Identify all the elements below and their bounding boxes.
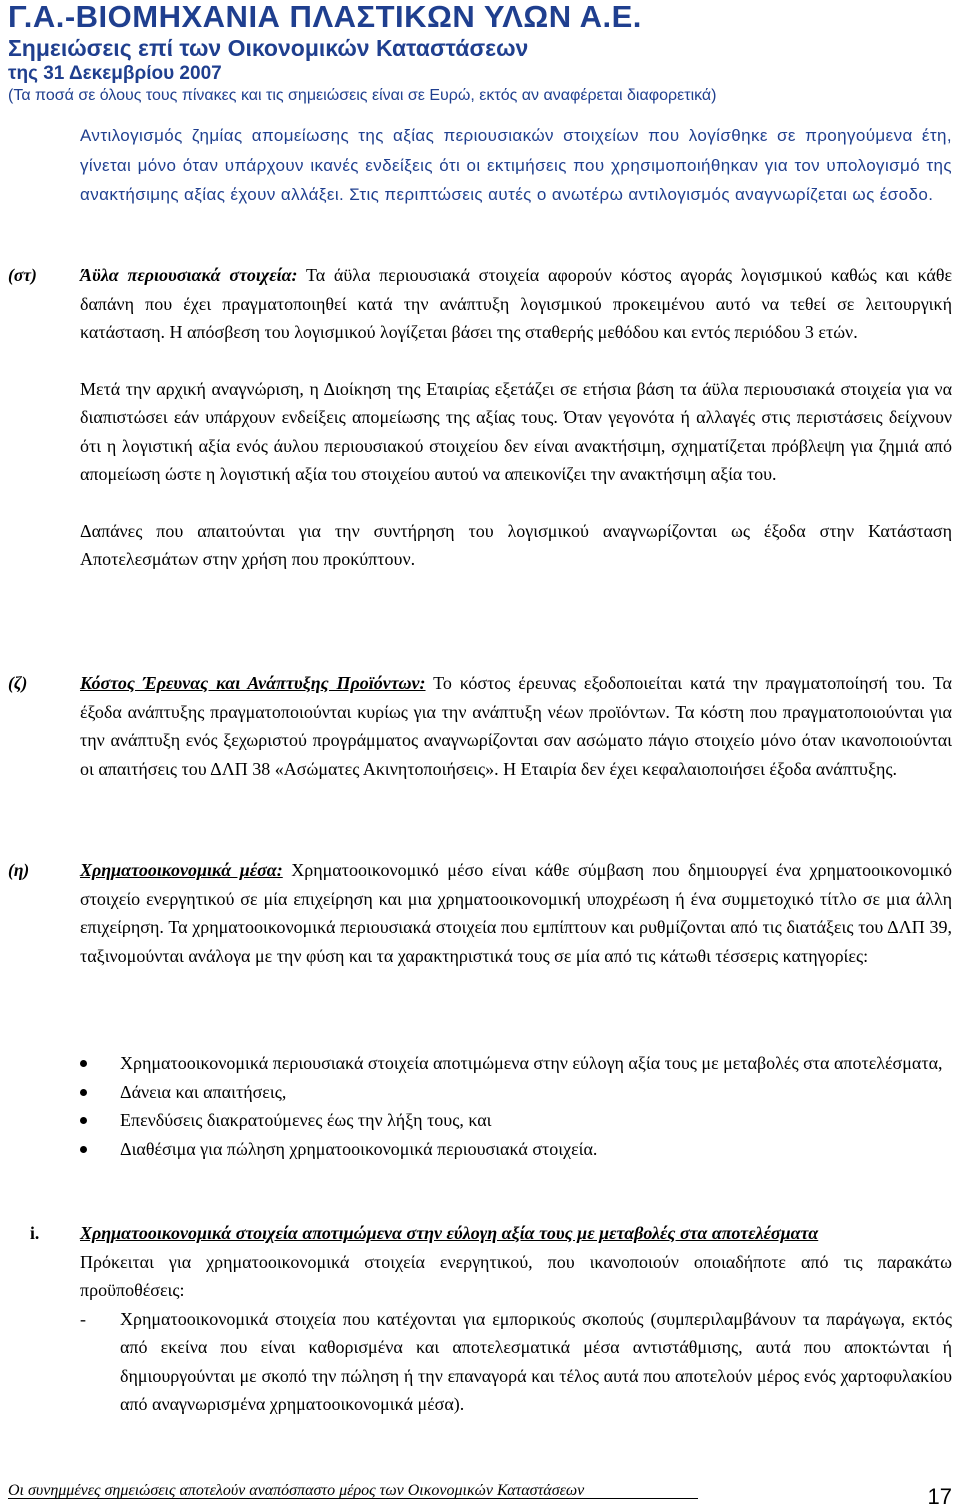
section-label: (η) <box>8 860 30 880</box>
dash-marker: - <box>80 1308 86 1329</box>
list-item-text: Επενδύσεις διακρατούμενες έως την λήξη τους, και <box>120 1110 492 1130</box>
list-item-text: Διαθέσιμα για πώληση χρηματοοικονομικά περιουσιακά στοιχεία. <box>120 1138 598 1159</box>
paragraph <box>80 669 952 783</box>
statement-date: της 31 Δεκεμβρίου 2007 <box>8 63 222 84</box>
term-heading: Χρηματοοικονομικά μέσα: <box>80 860 283 880</box>
subsection-label: i. <box>30 1223 40 1243</box>
list-item <box>80 1135 952 1164</box>
bullet-icon <box>80 1117 87 1124</box>
section-label: (ζ) <box>8 673 28 693</box>
bullet-icon <box>80 1146 87 1153</box>
bullet-icon <box>80 1060 87 1067</box>
paragraph <box>80 856 952 970</box>
list-item <box>80 1049 952 1078</box>
subsection-title: Χρηματοοικονομικά στοιχεία αποτιμώμενα στην εύλογη αξία τους με μεταβολές στα αποτελέσματα <box>80 1223 819 1243</box>
paragraph: Δαπάνες που απαιτούνται για την συντήρηση του λογισμικού αναγνωρίζονται ως έξοδα στην Κατάσταση Αποτελεσμάτων στην χρήση που προκύπτουν. <box>80 520 952 569</box>
list-item <box>80 1078 952 1107</box>
intro-paragraph: Αντιλογισμός ζημίας απομείωσης της αξίας περιουσιακών στοιχείων που λογίσθηκε σε προηγούμενα έτη, γίνεται μόνο όταν υπάρχουν ικανές ενδείξεις ότι οι εκτιμήσεις που χρησιμοποιήθηκαν για τον υπολογισμό της ανακτήσιμης αξίας έχουν αλλάξει. Στις περιπτώσεις αυτές ο ανωτέρω αντιλογισμός αναγνωρίζεται ως έσοδο. <box>80 126 952 204</box>
paragraph-text: Χρηματοοικονομικό μέσο είναι κάθε σύμβαση που δημιουργεί ένα χρηματοοικονομικό στοιχείο ενεργητικού σε μία επιχείρηση και μια χρηματοοικονομική υποχρέωση ή ένα συμμετοχικό τίτλο σε μια άλλη επιχείρηση. Τα χρηματοοικονομικά περιουσιακά στοιχεία που εμπίπτουν και ρυθμίζονται από τις διατάξεις του ΔΛΠ 39, ταξινομούνται ανάλογα με την φύση και τα χαρακτηριστικά τους σε μία από τις κάτωθι τέσσερις κατηγορίες: <box>80 860 952 966</box>
subsection-body <box>80 1219 952 1419</box>
term-heading: Κόστος Έρευνας και Ανάπτυξης Προϊόντων: <box>80 673 426 693</box>
page-header <box>8 0 958 106</box>
list-item-text: Δάνεια και απαιτήσεις, <box>120 1081 287 1102</box>
category-list <box>80 1049 952 1163</box>
page-footer <box>8 1478 952 1512</box>
list-item-text: Χρηματοοικονομικά περιουσιακά στοιχεία αποτιμώμενα στην εύλογη αξία τους με μεταβολές στα αποτελέσματα, <box>120 1053 943 1073</box>
list-item <box>80 1305 952 1419</box>
paragraph: Μετά την αρχική αναγνώριση, η Διοίκηση της Εταιρίας εξετάζει σε ετήσια βάση τα άϋλα περιουσιακά στοιχεία για να διαπιστώσει εάν υπάρχουν ενδείξεις απομείωσης της αξίας τους. Όταν γεγονότα ή αλλαγές στις περιστάσεις δείχνουν ότι η λογιστική αξία ενός άυλου περιουσιακού στοιχείου δεν είναι ανακτήσιμη, σχηματίζεται πρόβλεψη για ζημιά από απομείωση ώστε η λογιστική αξία του στοιχείου αυτού να απεικονίζει την ανακτήσιμη αξία του. <box>80 378 952 484</box>
list-item <box>80 1106 952 1135</box>
paragraph: Πρόκειται για χρηματοοικονομικά στοιχεία ενεργητικού, που ικανοποιούν οποιαδήποτε από τις παρακάτω προϋποθέσεις: <box>80 1251 952 1300</box>
section-body <box>80 856 952 970</box>
section-label: (στ) <box>8 265 37 285</box>
bullet-icon <box>80 1089 87 1096</box>
document-subtitle: Σημειώσεις επί των Οικονομικών Καταστάσεων <box>8 35 529 61</box>
currency-note: (Τα ποσά σε όλους τους πίνακες και τις σημειώσεις είναι σε Ευρώ, εκτός αν αναφέρεται διαφορετικά) <box>8 87 717 104</box>
section-body <box>80 261 952 574</box>
page-number: 17 <box>927 1484 952 1509</box>
list-item-text: Χρηματοοικονομικά στοιχεία που κατέχονται για εμπορικούς σκοπούς (συμπεριλαμβάνουν τα παράγωγα, εκτός από εκείνα που είναι καθορισμένα και αποτελεσματικά μέσα αντιστάθμισης, αυτά που αποκτώνται ή δημιουργούνται με σκοπό την πώληση ή την επαναγορά και τέλος αυτά που αποτελούν μέρος ενός χαρτοφυλακίου από αναγνωρισμένα χρηματοοικονομικά μέσα). <box>120 1308 952 1414</box>
company-name: Γ.Α.-ΒΙΟΜΗΧΑΝΙΑ ΠΛΑΣΤΙΚΩΝ ΥΛΩΝ Α.Ε. <box>8 0 642 34</box>
paragraph-text: Το κόστος έρευνας εξοδοποιείται κατά την πραγματοποίησή του. Τα έξοδα ανάπτυξης πραγματοποιούνται κυρίως για την ανάπτυξη νέων προϊόντων. Τα κόστη που πραγματοποιούνται για την ανάπτυξη ενός ξεχωριστού προγράμματος αναγνωρίζονται σαν ασώματο πάγιο στοιχείο μόνο όταν ικανοποιούνται οι απαιτήσεις του ΔΛΠ 38 «Ασώματες Ακινητοποιήσεις». Η Εταιρία δεν έχει κεφαλαιοποιήσει έξοδα ανάπτυξης. <box>80 673 952 779</box>
section-body <box>80 669 952 783</box>
footer-note: Οι συνημμένες σημειώσεις αποτελούν αναπόσπαστο μέρος των Οικονομικών Καταστάσεων <box>8 1482 585 1499</box>
term-heading: Άϋλα περιουσιακά στοιχεία: <box>80 265 298 285</box>
footer-rule <box>8 1498 698 1499</box>
paragraph-text: Τα άϋλα περιουσιακά στοιχεία αφορούν κόστος αγοράς λογισμικού καθώς και κάθε δαπάνη που έχει πραγματοποιηθεί κατά την ανάπτυξη λογισμικού προκειμένου αυτό να τεθεί σε λειτουργική κατάσταση. Η απόσβεση του λογισμικού λογίζεται βάσει της σταθερής μεθόδου και εντός περιόδου 3 ετών. <box>80 265 953 342</box>
paragraph <box>80 261 952 347</box>
